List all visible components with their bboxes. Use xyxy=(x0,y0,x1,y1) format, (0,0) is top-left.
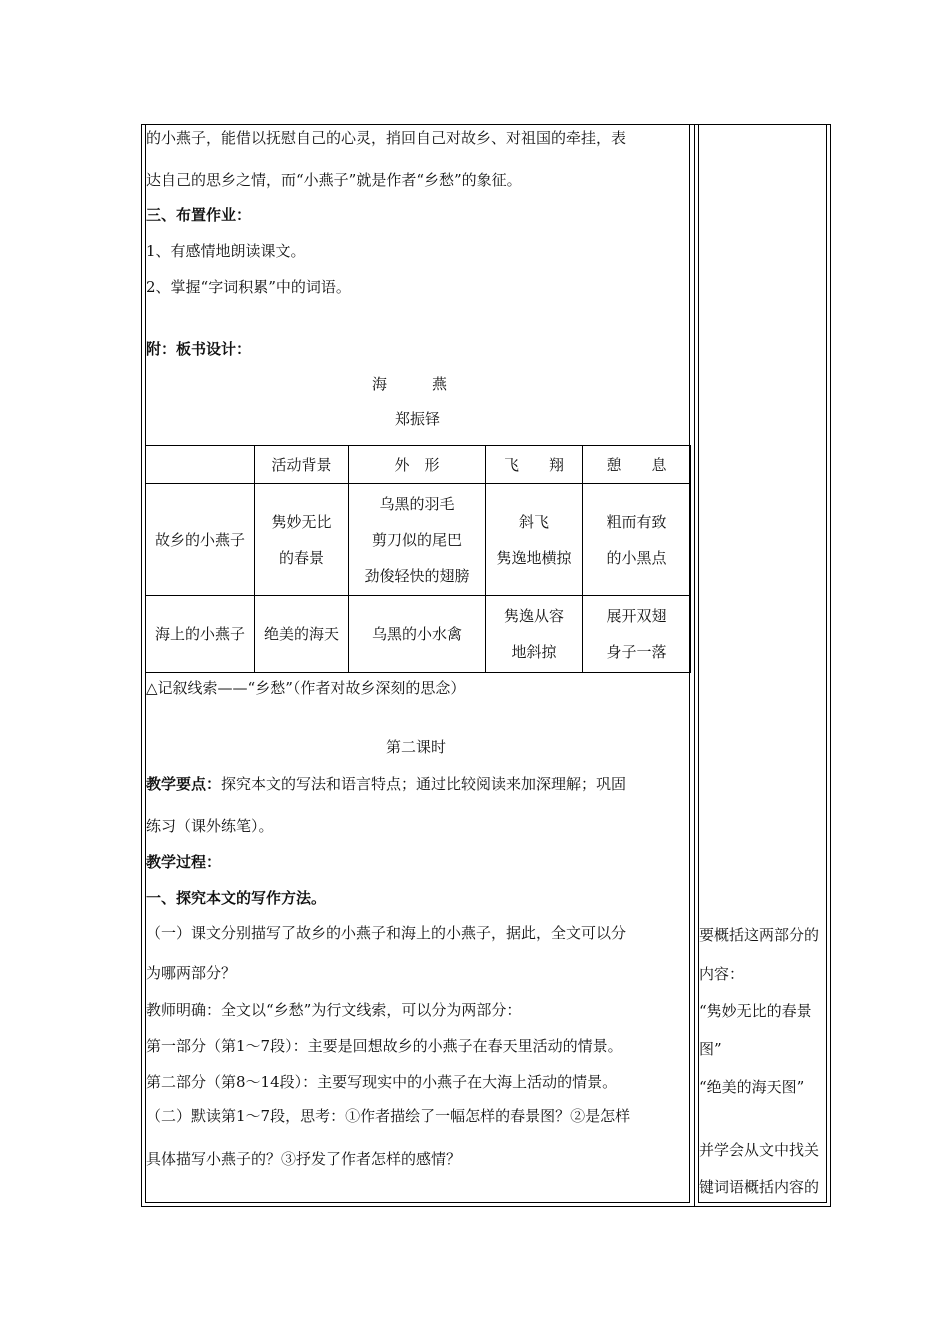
cell-line: 的小黑点 xyxy=(606,548,667,567)
inner-border-bottom xyxy=(145,1202,690,1203)
cell-line: 乌黑的小水禽 xyxy=(371,625,462,644)
table-cell xyxy=(255,596,349,673)
table-cell xyxy=(486,596,583,673)
cell-line: 粗而有致 xyxy=(606,512,667,531)
homework-item: 2、掌握“字词积累”中的词语。 xyxy=(146,278,351,296)
cell-line: 隽逸地横掠 xyxy=(496,548,572,567)
lesson-title: 第二课时 xyxy=(386,738,447,756)
homework-heading: 三、布置作业： xyxy=(146,206,252,224)
inner-border-top xyxy=(145,124,690,125)
table-cell xyxy=(349,596,486,673)
cell-line: 展开双翅 xyxy=(606,607,667,626)
cell-line: 的春景 xyxy=(278,548,324,567)
question-line: （二）默读第1～7段，思考：①作者描绘了一幅怎样的春景图？②是怎样 xyxy=(146,1107,631,1125)
side-note-line: 键词语概括内容的 xyxy=(699,1178,820,1196)
narrative-clue: △记叙线索——“乡愁”（作者对故乡深刻的思念） xyxy=(146,679,466,697)
cell-line: 隽妙无比 xyxy=(271,512,332,531)
table-header-cell: 飞 翔 xyxy=(486,446,583,484)
cell-line: 劲俊轻快的翅膀 xyxy=(364,566,470,585)
section-heading: 一、探究本文的写作方法。 xyxy=(146,889,327,907)
column-divider xyxy=(694,124,695,1207)
table-cell xyxy=(349,484,486,596)
side-note-line: 内容： xyxy=(699,965,745,983)
board-design-table xyxy=(145,445,691,673)
row-label: 故乡的小燕子 xyxy=(146,484,255,596)
side-note-line: 图” xyxy=(699,1040,722,1058)
board-author: 郑振铎 xyxy=(395,410,441,428)
cell-line: 剪刀似的尾巴 xyxy=(371,530,462,549)
table-cell xyxy=(486,484,583,596)
table-cell xyxy=(255,484,349,596)
paragraph-line: 达自己的思乡之情，而“小燕子”就是作者“乡愁”的象征。 xyxy=(146,171,522,189)
table-cell xyxy=(583,484,691,596)
process-heading: 教学过程： xyxy=(146,853,222,871)
cell-line: 绝美的海天 xyxy=(263,625,339,644)
key-points-label: 教学要点： xyxy=(146,775,222,793)
side-border-right xyxy=(826,124,827,1203)
board-title: 海 燕 xyxy=(372,375,448,393)
teacher-statement: 教师明确：全文以“乡愁”为行文线索，可以分为两部分： xyxy=(146,1001,522,1019)
cell-line: 地斜掠 xyxy=(511,643,557,662)
homework-item: 1、有感情地朗读课文。 xyxy=(146,242,306,260)
part-description: 第二部分（第8～14段）：主要写现实中的小燕子在大海上活动的情景。 xyxy=(146,1073,618,1091)
side-note-line: “隽妙无比的春景 xyxy=(699,1002,812,1020)
table-header-cell: 外 形 xyxy=(349,446,486,484)
paragraph-line: 的小燕子，能借以抚慰自己的心灵，捎回自己对故乡、对祖国的牵挂，表 xyxy=(146,129,627,147)
key-points-text: 探究本文的写法和语言特点；通过比较阅读来加深理解；巩固 xyxy=(221,775,627,793)
side-note-line: 并学会从文中找关 xyxy=(699,1141,820,1159)
side-note-line: 要概括这两部分的 xyxy=(699,926,820,944)
key-points-line xyxy=(146,774,626,794)
row-label: 海上的小燕子 xyxy=(146,596,255,673)
side-border-bottom xyxy=(698,1202,827,1203)
question-line: 具体描写小燕子的？③抒发了作者怎样的感情？ xyxy=(146,1150,462,1168)
part-description: 第一部分（第1～7段）：主要是回想故乡的小燕子在春天里活动的情景。 xyxy=(146,1037,623,1055)
cell-line: 乌黑的羽毛 xyxy=(379,494,455,513)
table-header-cell: 憩 息 xyxy=(583,446,691,484)
paragraph-line: 练习（课外练笔）。 xyxy=(146,817,274,835)
question-line: 为哪两部分？ xyxy=(146,964,237,982)
cell-line: 身子一落 xyxy=(606,643,667,662)
cell-line: 斜飞 xyxy=(518,512,549,531)
question-line: （一）课文分别描写了故乡的小燕子和海上的小燕子，据此，全文可以分 xyxy=(146,924,627,942)
side-note-line: “绝美的海天图” xyxy=(699,1078,805,1096)
table-header-cell: 活动背景 xyxy=(255,446,349,484)
board-heading: 附：板书设计： xyxy=(146,340,252,358)
table-cell xyxy=(583,596,691,673)
table-header-cell xyxy=(146,446,255,484)
cell-line: 隽逸从容 xyxy=(503,607,564,626)
